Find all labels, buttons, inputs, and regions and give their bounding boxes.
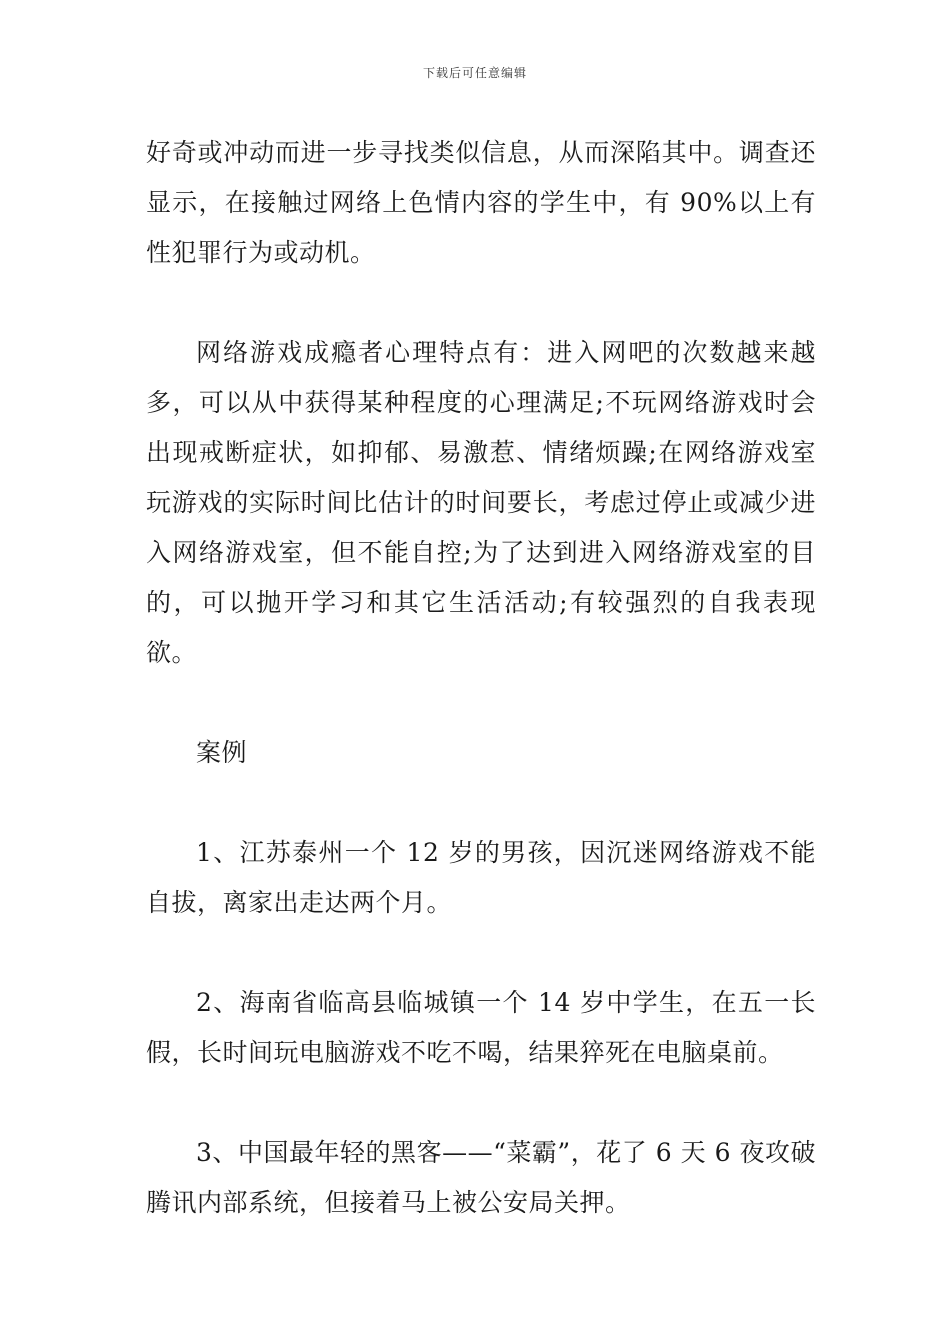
document-body [146, 128, 816, 1228]
paragraph-addiction-traits: 网络游戏成瘾者心理特点有：进入网吧的次数越来越多，可以从中获得某种程度的心理满足;不玩网络游戏时会出现戒断症状，如抑郁、易激惹、情绪烦躁;在网络游戏室玩游戏的实际时间比估计的时间要长，考虑过停止或减少进入网络游戏室，但不能自控;为了达到进入网络游戏室的目的，可以抛开学习和其它生活活动;有较强烈的自我表现欲。 [146, 338, 816, 667]
page-header: 下载后可任意编辑 [422, 66, 527, 80]
case-item-1: 1、江苏泰州一个 12 岁的男孩，因沉迷网络游戏不能自拔，离家出走达两个月。 [146, 838, 816, 917]
paragraph-continuation: 好奇或冲动而进一步寻找类似信息，从而深陷其中。调查还显示，在接触过网络上色情内容的学生中，有 90%以上有性犯罪行为或动机。 [146, 138, 816, 267]
section-heading-cases: 案例 [196, 738, 248, 767]
case-item-2: 2、海南省临高县临城镇一个 14 岁中学生，在五一长假，长时间玩电脑游戏不吃不喝，结果猝死在电脑桌前。 [146, 988, 816, 1067]
case-item-3: 3、中国最年轻的黑客——“菜霸”，花了 6 天 6 夜攻破腾讯内部系统，但接着马上被公安局关押。 [146, 1138, 816, 1217]
